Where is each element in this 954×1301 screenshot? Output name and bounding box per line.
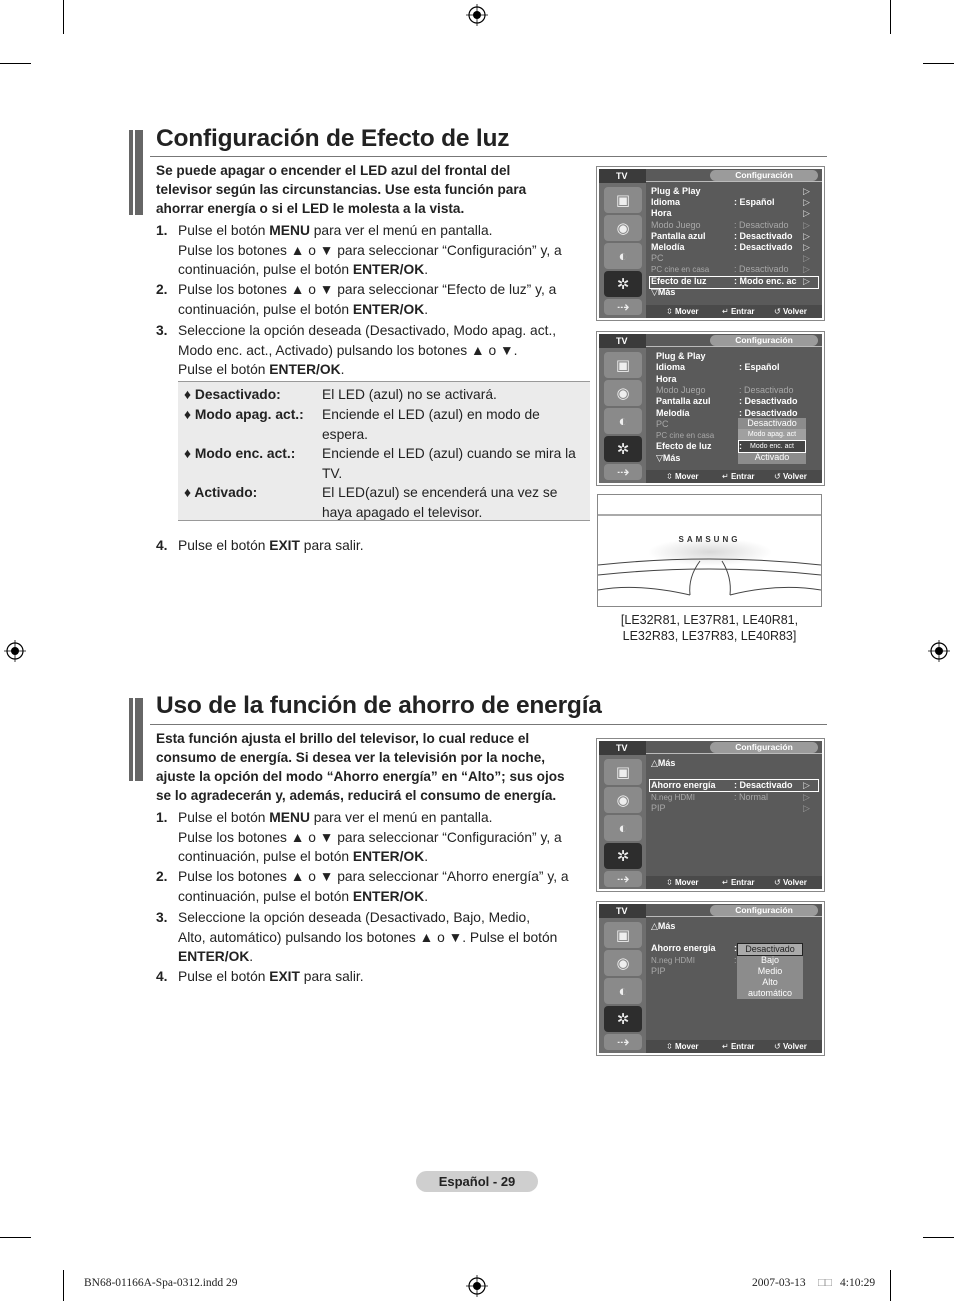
input-icon: ⇢ <box>604 299 642 315</box>
osd-header: Configuración <box>710 905 818 916</box>
channel-icon: ◐ <box>604 978 642 1004</box>
step-number: 1. <box>156 223 168 238</box>
osd-menu-value: : Español <box>739 362 780 373</box>
sound-icon: ◉ <box>604 950 642 976</box>
osd-menu-value: : Desactivado <box>734 219 789 230</box>
crop-mark <box>0 63 31 64</box>
step-line: continuación, pulse el botón ENTER/OK. <box>178 262 429 277</box>
osd-menu-value: : Desactivado <box>734 230 793 241</box>
registration-mark-icon <box>466 4 488 26</box>
crop-mark <box>63 1270 64 1301</box>
crop-mark <box>923 63 954 64</box>
step-number: 1. <box>156 810 168 825</box>
osd-menu-item[interactable]: N.neg HDMI <box>651 793 696 802</box>
step <box>156 808 588 867</box>
osd-menu-item[interactable]: Plug & Play <box>651 186 701 196</box>
step <box>156 280 588 319</box>
osd-arrow-icon: ▷ <box>803 230 810 241</box>
osd-footer: ⇳ Mover ↵ Entrar ↺ Volver <box>646 470 822 483</box>
osd-menu-item[interactable]: ▽Más <box>651 286 676 297</box>
registration-mark-icon <box>466 1275 488 1297</box>
section-intro: Se puede apagar o encender el LED azul del frontal del televisor según las circunstancias. Use esta función para ahorrar energía o si el LED le molesta a la vista. <box>156 163 527 216</box>
osd-menu-item[interactable]: Idioma <box>656 362 686 373</box>
osd-sidebar <box>599 334 646 483</box>
step <box>156 967 588 987</box>
osd-menu-value: : <box>734 955 737 965</box>
step-number: 3. <box>156 910 168 925</box>
osd-menu-item[interactable]: Modo Juego <box>651 219 701 230</box>
picture-icon: ▣ <box>604 352 642 378</box>
step-line: Pulse el botón EXIT para salir. <box>178 538 364 553</box>
options-table: ♦ Desactivado: El LED (azul) no se activará. ♦ Modo apag. act.: Enciende el LED (azul) en modo de espera. ♦ Modo enc. act.: Enciende el LED (azul) cuando se mira la TV. ♦ Activado: El LED(azul) se encenderá una vez se haya apagado el televisor. <box>178 381 590 521</box>
title-rule <box>150 156 827 157</box>
osd-menu-item[interactable]: Idioma <box>651 197 681 208</box>
osd-menu-value: : Desactivado <box>739 407 798 418</box>
osd-menu-item[interactable]: PIP <box>651 966 666 976</box>
step-line: Pulse los botones ▲ o ▼ para seleccionar “Configuración” y, a <box>178 242 562 258</box>
osd-menu-value: : Desactivado <box>739 396 798 407</box>
step-number: 2. <box>156 869 168 884</box>
osd-arrow-icon: ▷ <box>803 253 810 264</box>
registration-mark-icon <box>4 640 26 662</box>
osd-menu-value: : Desactivado <box>734 242 793 252</box>
footer-date: 2007-03-13 <box>752 1277 806 1289</box>
osd-setup-menu <box>596 166 825 321</box>
osd-header: Configuración <box>710 335 818 346</box>
step-line: Pulse el botón ENTER/OK. <box>178 362 345 377</box>
osd-sidebar <box>599 169 646 318</box>
osd-menu-item[interactable]: Hora <box>656 373 677 384</box>
osd-sidebar <box>599 741 646 889</box>
input-icon: ⇢ <box>604 464 642 480</box>
model-caption: [LE32R81, LE37R81, LE40R81, LE32R83, LE37R83, LE40R83] <box>620 613 799 643</box>
osd-arrow-icon: ▷ <box>803 792 810 802</box>
step <box>156 908 588 967</box>
osd-menu-value: : Modo enc. ac <box>734 275 797 286</box>
osd-menu-item[interactable]: △Más <box>651 921 676 931</box>
crop-mark <box>923 1237 954 1238</box>
osd-menu-item[interactable]: △Más <box>651 758 676 768</box>
input-icon: ⇢ <box>604 871 642 887</box>
step-line: continuación, pulse el botón ENTER/OK. <box>178 888 429 904</box>
page-number-badge: Español - 29 <box>416 1171 538 1192</box>
osd-menu-value: : Desactivado <box>734 264 789 275</box>
osd-menu-item[interactable]: Ahorro energía <box>651 780 716 790</box>
osd-header: Configuración <box>710 170 818 181</box>
section-bar <box>129 698 143 781</box>
osd-footer: ⇳ Mover ↵ Entrar ↺ Volver <box>646 1040 822 1053</box>
sound-icon: ◉ <box>604 215 642 241</box>
step <box>156 321 588 380</box>
section-intro: Esta función ajusta el brillo del televisor, lo cual reduce el consumo de energía. Si desea ver la televisión por la noche, ajuste la opción del modo “Ahorro energía” en “Alto”; sus ojos se lo agradecerán y, además, reducirá el consumo de energía. <box>156 731 565 803</box>
osd-menu-value: : Desactivado <box>739 384 794 395</box>
input-icon: ⇢ <box>604 1034 642 1050</box>
osd-menu-item[interactable]: Pantalla azul <box>656 396 711 407</box>
step-number: 4. <box>156 969 168 984</box>
footer-filename: BN68-01166A-Spa-0312.indd 29 <box>84 1277 238 1289</box>
setup-gear-icon: ✲ <box>604 1006 642 1032</box>
channel-icon: ◐ <box>604 408 642 434</box>
step-number: 2. <box>156 282 168 297</box>
channel-icon: ◐ <box>604 815 642 841</box>
osd-tv-label: TV <box>599 334 646 348</box>
osd-menu-item[interactable]: N.neg HDMI <box>651 956 696 965</box>
osd-menu-item[interactable]: Efecto de luz <box>651 275 707 286</box>
osd-dropdown: Desactivado Bajo Medio Alto automático <box>737 943 803 999</box>
osd-menu-item[interactable]: PIP <box>651 803 666 813</box>
sound-icon: ◉ <box>604 380 642 406</box>
osd-dropdown: Desactivado Modo apag. act Modo enc. act Activado <box>738 418 806 464</box>
osd-menu-item[interactable]: Ahorro energía <box>651 943 716 953</box>
osd-arrow-icon: ▷ <box>803 219 810 230</box>
osd-arrow-icon: ▷ <box>803 242 810 252</box>
step <box>156 867 588 906</box>
title-rule <box>150 724 827 725</box>
setup-gear-icon: ✲ <box>604 271 642 297</box>
step-line: ENTER/OK. <box>178 949 254 964</box>
step-line: Alto, automático) pulsando los botones ▲ o ▼. Pulse el botón <box>178 929 558 945</box>
osd-menu-item[interactable]: PC cine en casa <box>656 431 715 441</box>
osd-arrow-icon: ▷ <box>803 197 810 208</box>
osd-menu-value: : Normal <box>734 792 769 802</box>
picture-icon: ▣ <box>604 759 642 785</box>
section-title: Configuración de Efecto de luz <box>156 125 510 152</box>
step-line: continuación, pulse el botón ENTER/OK. <box>178 301 429 317</box>
osd-menu-value: : Español <box>734 197 775 208</box>
osd-header: Configuración <box>710 742 818 753</box>
osd-menu-item[interactable]: Plug & Play <box>656 351 706 361</box>
step-line: Pulse el botón MENU para ver el menú en pantalla. <box>178 223 493 238</box>
step-line: Pulse los botones ▲ o ▼ para seleccionar “Efecto de luz” y, a <box>178 282 557 297</box>
section-title: Uso de la función de ahorro de energía <box>156 692 602 719</box>
osd-sidebar <box>599 904 646 1053</box>
crop-mark <box>890 1270 891 1301</box>
osd-footer: ⇳ Mover ↵ Entrar ↺ Volver <box>646 305 822 318</box>
step-line: Pulse el botón MENU para ver el menú en pantalla. <box>178 810 493 825</box>
osd-menu-item[interactable]: Melodía <box>656 407 690 418</box>
osd-menu-item[interactable]: Hora <box>651 208 672 219</box>
osd-footer: ⇳ Mover ↵ Entrar ↺ Volver <box>646 876 822 889</box>
footer-time: 4:10:29 <box>840 1277 876 1289</box>
section-bar <box>129 130 143 215</box>
registration-mark-icon <box>928 640 950 662</box>
crop-mark <box>0 1237 31 1238</box>
step-line: continuación, pulse el botón ENTER/OK. <box>178 849 429 864</box>
step-number: 3. <box>156 323 168 338</box>
osd-arrow-icon: ▷ <box>803 208 810 219</box>
osd-menu-value: : Desactivado <box>734 780 793 790</box>
picture-icon: ▣ <box>604 187 642 213</box>
osd-menu-item[interactable]: ▽Más <box>656 452 681 463</box>
step-number: 4. <box>156 538 168 553</box>
channel-icon: ◐ <box>604 243 642 269</box>
osd-menu-item[interactable]: PC <box>656 418 669 429</box>
step-line: Pulse los botones ▲ o ▼ para seleccionar “Configuración” y, a <box>178 829 562 845</box>
setup-gear-icon: ✲ <box>604 843 642 869</box>
osd-light-effect-menu <box>596 331 825 486</box>
osd-energy-menu <box>596 738 825 892</box>
picture-icon: ▣ <box>604 922 642 948</box>
step <box>156 536 588 556</box>
osd-arrow-icon: ▷ <box>803 186 810 196</box>
osd-menu-value: : <box>734 943 737 953</box>
crop-mark <box>63 0 64 34</box>
tv-illustration <box>597 494 822 607</box>
footer-glyphs: □□ <box>818 1277 832 1289</box>
osd-menu-item[interactable]: Efecto de luz <box>656 441 712 452</box>
setup-gear-icon: ✲ <box>604 436 642 462</box>
osd-arrow-icon: ▷ <box>803 803 810 813</box>
osd-tv-label: TV <box>599 904 646 918</box>
osd-menu-value: : <box>739 441 742 452</box>
step <box>156 221 588 280</box>
osd-menu-item[interactable]: PC cine en casa <box>651 265 710 275</box>
step-line: Seleccione la opción deseada (Desactivado, Bajo, Medio, <box>178 910 531 925</box>
osd-tv-label: TV <box>599 741 646 755</box>
step-line: Modo enc. act., Activado) pulsando los botones ▲ o ▼. <box>178 342 518 358</box>
osd-menu-item[interactable]: PC <box>651 253 664 264</box>
osd-energy-options-menu <box>596 901 825 1056</box>
osd-tv-label: TV <box>599 169 646 183</box>
osd-menu-item[interactable]: Melodía <box>651 242 685 252</box>
osd-arrow-icon: ▷ <box>803 264 810 275</box>
osd-arrow-icon: ▷ <box>803 780 810 790</box>
step-line: Seleccione la opción deseada (Desactivado, Modo apag. act., <box>178 323 557 338</box>
osd-menu-item[interactable]: Pantalla azul <box>651 230 706 241</box>
sound-icon: ◉ <box>604 787 642 813</box>
step-line: Pulse los botones ▲ o ▼ para seleccionar “Ahorro energía” y, a <box>178 869 569 884</box>
step-line: Pulse el botón EXIT para salir. <box>178 969 364 984</box>
osd-menu-item[interactable]: Modo Juego <box>656 384 706 395</box>
crop-mark <box>890 0 891 34</box>
brand-logo: SAMSUNG <box>678 535 741 544</box>
osd-arrow-icon: ▷ <box>803 275 810 286</box>
